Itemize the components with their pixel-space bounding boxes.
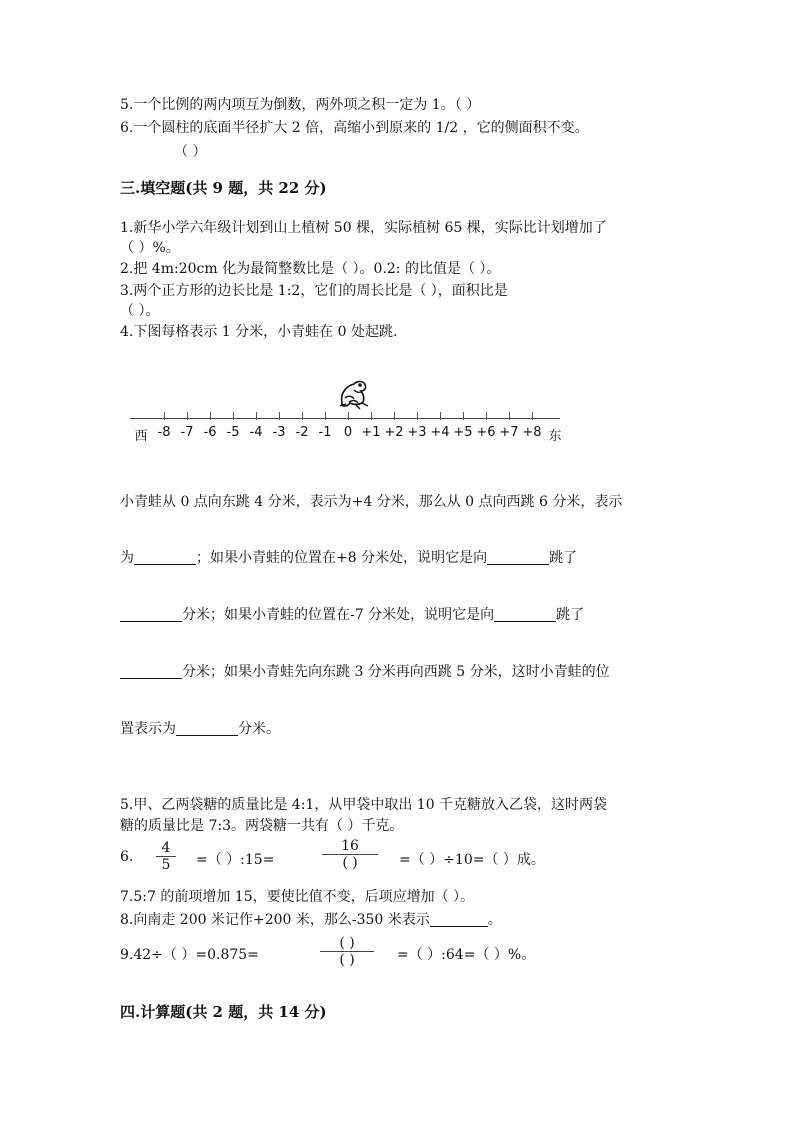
judge-q5: 5.一个比例的两内项互为倒数，两外项之积一定为 1。（ ） bbox=[120, 97, 481, 113]
fraction-blank bbox=[320, 935, 374, 968]
number-line-tick bbox=[532, 412, 533, 420]
fill-q6-text1: =（ ）:15= bbox=[196, 852, 275, 868]
number-line-label: -2 bbox=[295, 425, 309, 440]
number-line-tick bbox=[486, 412, 487, 420]
fraction-numerator: 16 bbox=[341, 838, 359, 854]
fill-q3-text: 3.两个正方形的边长比是 1:2，它们的周长比是（ ），面积比是 bbox=[120, 283, 508, 299]
fraction-numerator: ( ) bbox=[339, 935, 355, 951]
number-line-label: -3 bbox=[272, 425, 286, 440]
fill-q8 bbox=[120, 911, 502, 929]
fraction-numerator: 4 bbox=[161, 840, 171, 856]
number-line-tick bbox=[440, 412, 441, 420]
fill-q1-text: 1.新华小学六年级计划到山上植树 50 棵，实际植树 65 棵，实际比计划增加了 bbox=[120, 220, 607, 236]
q8-text: 8.向南走 200 米记作+200 米，那么-350 米表示 bbox=[120, 912, 430, 928]
number-line-label: 0 bbox=[343, 425, 353, 440]
number-line-tick bbox=[187, 412, 188, 420]
number-line-tick bbox=[233, 412, 234, 420]
number-line-tick bbox=[463, 412, 464, 420]
fill-q6-text2: =（ ）÷10=（ ）成。 bbox=[399, 852, 545, 868]
answer-blank bbox=[430, 912, 488, 927]
number-line-label: 东 bbox=[548, 429, 562, 444]
q4-text: 分米。 bbox=[238, 721, 280, 737]
number-line-tick bbox=[256, 412, 257, 420]
fill-q4-para2 bbox=[120, 549, 577, 567]
number-line-tick bbox=[325, 412, 326, 420]
number-line-label: -1 bbox=[318, 425, 332, 440]
answer-blank bbox=[494, 607, 556, 622]
fill-q7: 7.5:7 的前项增加 15，要使比值不变，后项应增加（ ）。 bbox=[120, 889, 475, 905]
fill-q3-blank: （ ）。 bbox=[120, 303, 160, 319]
fraction-4-5 bbox=[156, 840, 176, 873]
fill-q2: 2.把 4m:20cm 化为最简整数比是（ ）。0.2: 的比值是（ ）。 bbox=[120, 261, 501, 277]
number-line-label: +8 bbox=[522, 425, 542, 440]
number-line-label: +2 bbox=[384, 425, 404, 440]
q4-text: 为 bbox=[120, 550, 134, 566]
number-line-tick bbox=[394, 412, 395, 420]
fraction-denominator: 5 bbox=[156, 856, 176, 873]
judge-q6-text: 6.一个圆柱的底面半径扩大 2 倍，高缩小到原来的 1/2 ，它的侧面积不变。 bbox=[120, 120, 589, 136]
section3-heading: 三.填空题(共 9 题，共 22 分) bbox=[120, 179, 327, 197]
number-line-tick bbox=[417, 412, 418, 420]
frog-icon bbox=[336, 376, 370, 414]
fill-q4-para3 bbox=[120, 606, 584, 624]
fill-q5-text: 5.甲、乙两袋糖的质量比是 4:1，从甲袋中取出 10 千克糖放入乙袋，这时两袋 bbox=[120, 797, 608, 813]
number-line-label: +3 bbox=[407, 425, 427, 440]
q4-text: ；如果小青蛙的位置在+8 分米处，说明它是向 bbox=[196, 550, 488, 566]
q8-text: 。 bbox=[487, 912, 502, 928]
number-line-label: 西 bbox=[134, 429, 148, 444]
fill-q4-intro: 4.下图每格表示 1 分米，小青蛙在 0 处起跳. bbox=[120, 324, 398, 340]
answer-blank bbox=[176, 721, 238, 736]
fraction-denominator: ( ) bbox=[320, 951, 374, 968]
number-line-axis bbox=[130, 418, 560, 419]
number-line-tick bbox=[164, 412, 165, 420]
number-line-label: -7 bbox=[180, 425, 194, 440]
number-line-tick bbox=[371, 412, 372, 420]
judge-q6-blank: （ ） bbox=[174, 144, 207, 160]
number-line-label: +1 bbox=[361, 425, 381, 440]
number-line-tick bbox=[348, 412, 349, 420]
fill-q5-text2: 糖的质量比是 7:3。两袋糖一共有（ ）千克。 bbox=[120, 818, 404, 834]
number-line-label: +5 bbox=[453, 425, 473, 440]
number-line-label: +6 bbox=[476, 425, 496, 440]
number-line-label: +4 bbox=[430, 425, 450, 440]
section4-heading: 四.计算题(共 2 题，共 14 分) bbox=[120, 1003, 327, 1021]
q4-text: 跳了 bbox=[549, 550, 578, 566]
fraction-denominator: ( ) bbox=[322, 854, 378, 871]
answer-blank bbox=[120, 607, 182, 622]
q4-text: 置表示为 bbox=[120, 721, 176, 737]
fill-q4-para4 bbox=[120, 663, 610, 681]
q4-text: 分米；如果小青蛙的位置在-7 分米处，说明它是向 bbox=[182, 607, 495, 623]
number-line-label: -4 bbox=[249, 425, 263, 440]
q4-text: 分米；如果小青蛙先向东跳 3 分米再向西跳 5 分米，这时小青蛙的位 bbox=[182, 664, 610, 680]
number-line-label: +7 bbox=[499, 425, 519, 440]
answer-blank bbox=[134, 550, 196, 565]
number-line-tick bbox=[509, 412, 510, 420]
number-line-tick bbox=[302, 412, 303, 420]
fill-q4-para1: 小青蛙从 0 点向东跳 4 分米，表示为+4 分米，那么从 0 点向西跳 6 分米，表示 bbox=[120, 494, 623, 510]
fill-q9-text1: 9.42÷（ ）=0.875= bbox=[120, 947, 259, 963]
fraction-16 bbox=[322, 838, 378, 871]
fill-q9-text2: =（ ）:64=（ ）%。 bbox=[397, 947, 536, 963]
number-line-tick bbox=[279, 412, 280, 420]
q4-text: 跳了 bbox=[556, 607, 585, 623]
answer-blank bbox=[487, 550, 549, 565]
number-line-label: -5 bbox=[226, 425, 240, 440]
number-line-tick bbox=[210, 412, 211, 420]
fill-q6-num: 6. bbox=[120, 849, 134, 865]
number-line-label: -6 bbox=[203, 425, 217, 440]
fill-q4-para5 bbox=[120, 720, 280, 738]
fill-q1-blank: （ ）%。 bbox=[120, 240, 180, 256]
number-line-label: -8 bbox=[157, 425, 171, 440]
answer-blank bbox=[120, 664, 182, 679]
